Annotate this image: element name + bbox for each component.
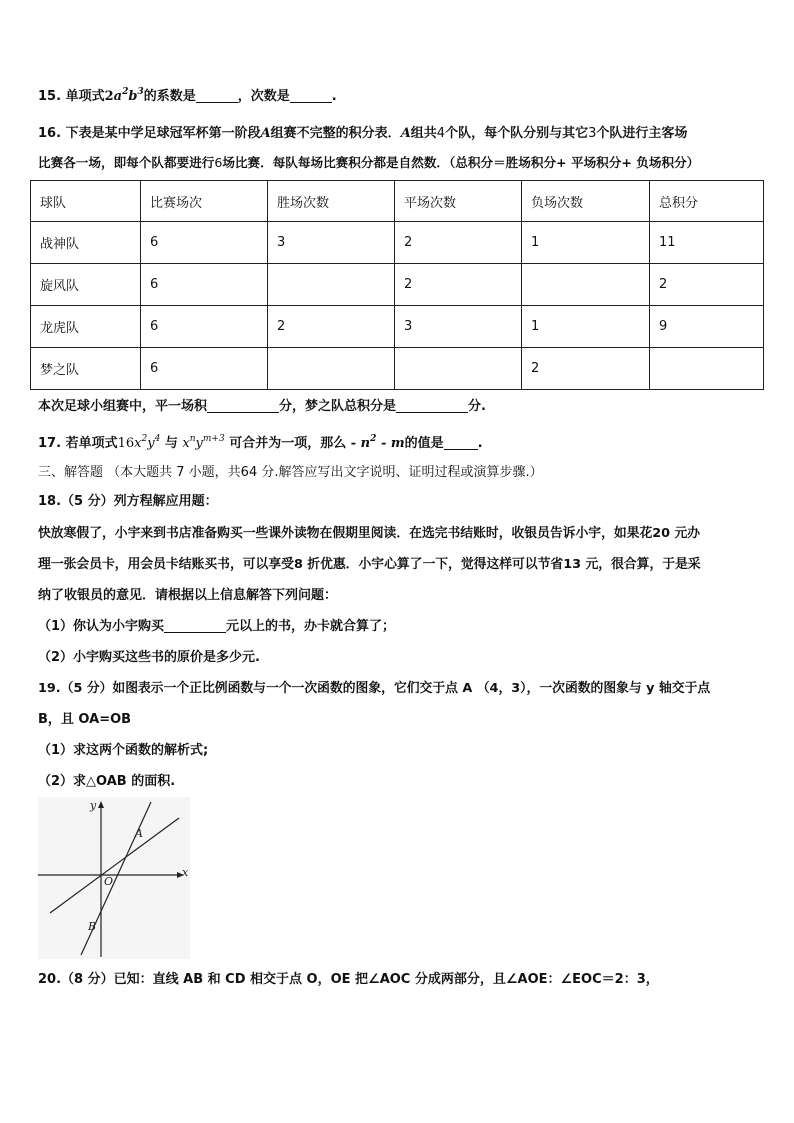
question-19-heading: 19.（5 分）如图表示一个正比例函数与一个一次函数的图象，它们交于点 A （4，3），一次函数的图象与 y 轴交于点 <box>38 681 711 696</box>
table-header: 胜场次数 <box>268 181 395 222</box>
question-16-line-1: 16. 下表是某中学足球冠军杯第一阶段A组赛不完整的积分表．A组共4个队，每个队分别与其它3个队进行主客场 <box>38 126 688 141</box>
table-cell: 1 <box>522 306 650 348</box>
table-cell: 2 <box>522 348 650 390</box>
question-16-followup: 本次足球小组赛中，平一场积 分，梦之队总积分是 分. <box>38 399 486 414</box>
monomial-1: $16x^2y^4$ <box>117 434 161 451</box>
expression: - $n^2$ - m <box>350 434 405 451</box>
answer-blank[interactable] <box>290 88 332 103</box>
table-cell <box>522 264 650 306</box>
table-cell: 龙虎队 <box>31 306 141 348</box>
point-a-label: A <box>135 827 143 840</box>
table-row <box>31 264 764 306</box>
question-18-paragraph-3: 纳了收银员的意见．请根据以上信息解答下列问题： <box>38 588 338 603</box>
table-cell <box>395 348 522 390</box>
graph-background <box>38 797 190 959</box>
table-header: 总积分 <box>650 181 764 222</box>
point-b-label: B <box>88 920 97 933</box>
table-cell: 3 <box>395 306 522 348</box>
table-cell: 3 <box>268 222 395 264</box>
question-19-sub-1: （1）求这两个函数的解析式; <box>38 743 209 758</box>
table-cell: 2 <box>268 306 395 348</box>
table-cell: 9 <box>650 306 764 348</box>
table-header: 负场次数 <box>522 181 650 222</box>
question-19-sub-2: （2）求△OAB 的面积. <box>38 774 176 789</box>
table-header-row <box>31 181 764 222</box>
table-cell: 6 <box>141 264 268 306</box>
origin-label: O <box>104 875 114 888</box>
answer-blank[interactable] <box>196 88 238 103</box>
table-cell: 2 <box>395 222 522 264</box>
table-cell: 11 <box>650 222 764 264</box>
table-row <box>31 348 764 390</box>
question-17: 17. 若单项式$16x^2y^4$ 与 $x^ny^{m+3}$ 可合并为一项，那么 - $n^2$ - m的值是 . <box>38 434 483 451</box>
answer-blank[interactable] <box>444 435 478 450</box>
table-cell <box>268 264 395 306</box>
table-cell <box>650 348 764 390</box>
table-header: 平场次数 <box>395 181 522 222</box>
question-16-line-2: 比赛各一场，即每个队都要进行6场比赛．每队每场比赛积分都是自然数．（总积分＝胜场积分+ 平场积分+ 负场积分） <box>38 155 700 170</box>
table-row <box>31 306 764 348</box>
question-18-sub-1: （1）你认为小宇购买 元以上的书，办卡就合算了； <box>38 619 396 634</box>
table-cell: 6 <box>141 348 268 390</box>
table-cell: 6 <box>141 222 268 264</box>
question-18-paragraph-1: 快放寒假了，小宇来到书店准备购买一些课外读物在假期里阅读．在选完书结账时，收银员告诉小宇，如果花20 元办 <box>38 526 701 541</box>
table-cell: 梦之队 <box>31 348 141 390</box>
score-table <box>30 180 764 390</box>
table-cell <box>268 348 395 390</box>
question-20: 20.（8 分）已知：直线 AB 和 CD 相交于点 O，OE 把∠AOC 分成两部分，且∠AOE：∠EOC＝2：3， <box>38 972 659 987</box>
question-18-heading: 18.（5 分）列方程解应用题： <box>38 494 218 509</box>
table-cell: 6 <box>141 306 268 348</box>
answer-blank[interactable] <box>396 398 468 413</box>
section-heading: 三、解答题 （本大题共 7 小题，共64 分.解答应写出文字说明、证明过程或演算步骤.） <box>38 465 543 480</box>
table-cell: 2 <box>395 264 522 306</box>
answer-blank[interactable] <box>164 618 226 633</box>
y-axis-label: y <box>90 799 97 812</box>
monomial-2: $x^ny^{m+3}$ <box>182 434 225 451</box>
question-18-paragraph-2: 理一张会员卡，用会员卡结账买书，可以享受8 折优惠．小宇心算了一下，觉得这样可以节省13 元，很合算，于是采 <box>38 557 701 572</box>
answer-blank[interactable] <box>207 398 279 413</box>
function-graph <box>38 797 190 959</box>
table-cell: 1 <box>522 222 650 264</box>
table-header: 球队 <box>31 181 141 222</box>
question-18-sub-2: （2）小宇购买这些书的原价是多少元. <box>38 650 260 665</box>
table-cell: 战神队 <box>31 222 141 264</box>
table-header: 比赛场次 <box>141 181 268 222</box>
table-row <box>31 222 764 264</box>
x-axis-label: x <box>182 866 189 879</box>
table-cell: 旋风队 <box>31 264 141 306</box>
monomial: $2a^2b^3$ <box>104 87 144 104</box>
question-15: 15. 单项式$2a^2b^3$的系数是 ，次数是 . <box>38 87 337 104</box>
question-19-heading-2: B，且 OA=OB <box>38 712 132 727</box>
table-cell: 2 <box>650 264 764 306</box>
